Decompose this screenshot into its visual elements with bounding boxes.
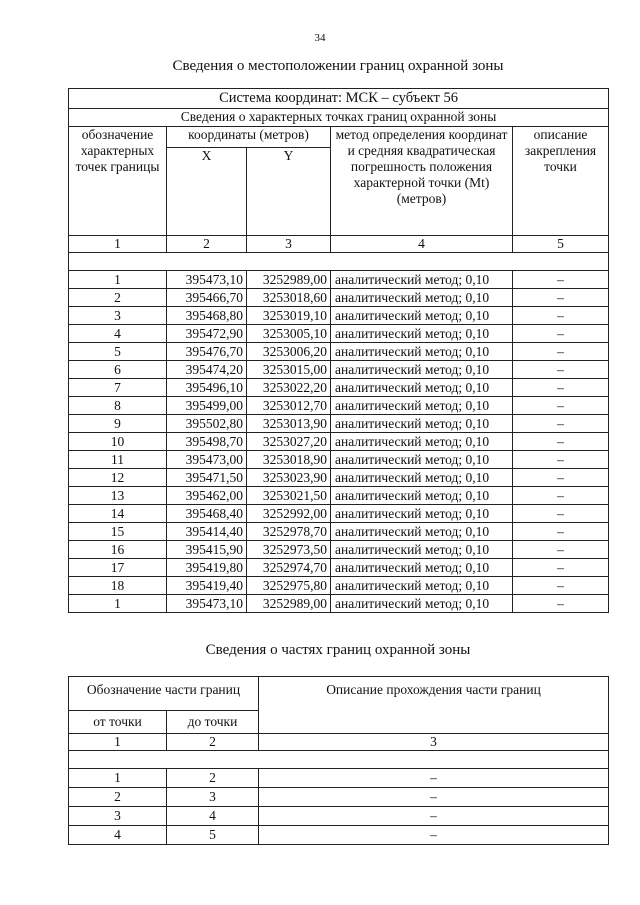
coord-x: 395476,70	[167, 343, 247, 361]
from-point: 4	[69, 826, 167, 845]
coord-x: 395474,20	[167, 361, 247, 379]
coord-y: 3252973,50	[247, 541, 331, 559]
fixing-description: –	[513, 343, 609, 361]
fixing-description: –	[513, 451, 609, 469]
coord-x: 395473,10	[167, 595, 247, 613]
section-title-parts: Сведения о частях границ охранной зоны	[205, 642, 471, 658]
fixing-description: –	[513, 379, 609, 397]
header-part-description: Описание прохождения части границ	[259, 677, 609, 734]
from-point: 2	[69, 788, 167, 807]
table-row	[69, 788, 609, 807]
coord-y: 3252992,00	[247, 505, 331, 523]
table-row	[69, 343, 609, 361]
coord-x: 395472,90	[167, 325, 247, 343]
coord-x: 395414,40	[167, 523, 247, 541]
table-row	[69, 271, 609, 289]
table-row	[69, 361, 609, 379]
fixing-description: –	[513, 361, 609, 379]
coord-y: 3253018,60	[247, 289, 331, 307]
coord-y: 3252989,00	[247, 271, 331, 289]
fixing-description: –	[513, 271, 609, 289]
column-number: 4	[331, 236, 513, 253]
table-row	[69, 559, 609, 577]
header-description: описание закрепления точки	[513, 127, 609, 236]
point-number: 12	[69, 469, 167, 487]
coord-x: 395466,70	[167, 289, 247, 307]
from-point: 1	[69, 769, 167, 788]
coord-y: 3253018,90	[247, 451, 331, 469]
coord-x: 395496,10	[167, 379, 247, 397]
coord-y: 3253013,90	[247, 415, 331, 433]
table-row	[69, 505, 609, 523]
fixing-description: –	[513, 595, 609, 613]
part-description: –	[259, 826, 609, 845]
coord-y: 3253021,50	[247, 487, 331, 505]
section-title-location: Сведения о местоположении границ охранной зоны	[172, 58, 504, 74]
coord-y: 3253012,70	[247, 397, 331, 415]
fixing-description: –	[513, 397, 609, 415]
to-point: 5	[167, 826, 259, 845]
coord-x: 395471,50	[167, 469, 247, 487]
method: аналитический метод; 0,10	[331, 505, 513, 523]
method: аналитический метод; 0,10	[331, 541, 513, 559]
point-number: 9	[69, 415, 167, 433]
table-row	[69, 325, 609, 343]
point-number: 1	[69, 595, 167, 613]
point-number: 13	[69, 487, 167, 505]
coord-y: 3253005,10	[247, 325, 331, 343]
to-point: 4	[167, 807, 259, 826]
boundary-points-table	[68, 88, 609, 613]
header-point: обозначение характерных точек границы	[69, 127, 167, 236]
method: аналитический метод; 0,10	[331, 289, 513, 307]
coordinate-system: Система координат: МСК – субъект 56	[69, 89, 609, 109]
fixing-description: –	[513, 559, 609, 577]
table-row	[69, 487, 609, 505]
method: аналитический метод; 0,10	[331, 379, 513, 397]
page-number: 34	[314, 32, 326, 44]
part-description: –	[259, 788, 609, 807]
method: аналитический метод; 0,10	[331, 415, 513, 433]
table-row	[69, 307, 609, 325]
fixing-description: –	[513, 505, 609, 523]
boundary-parts-table	[68, 676, 609, 845]
method: аналитический метод; 0,10	[331, 307, 513, 325]
to-point: 2	[167, 769, 259, 788]
method: аналитический метод; 0,10	[331, 559, 513, 577]
point-number: 6	[69, 361, 167, 379]
table-row	[69, 577, 609, 595]
coord-y: 3253019,10	[247, 307, 331, 325]
fixing-description: –	[513, 487, 609, 505]
part-description: –	[259, 807, 609, 826]
point-number: 2	[69, 289, 167, 307]
coord-y: 3252978,70	[247, 523, 331, 541]
header-y: Y	[247, 148, 331, 236]
coord-x: 395468,80	[167, 307, 247, 325]
method: аналитический метод; 0,10	[331, 523, 513, 541]
fixing-description: –	[513, 523, 609, 541]
fixing-description: –	[513, 541, 609, 559]
method: аналитический метод; 0,10	[331, 361, 513, 379]
coord-y: 3253022,20	[247, 379, 331, 397]
column-number: 1	[69, 236, 167, 253]
point-number: 8	[69, 397, 167, 415]
method: аналитический метод; 0,10	[331, 595, 513, 613]
table-row	[69, 469, 609, 487]
table-row	[69, 433, 609, 451]
table-row	[69, 523, 609, 541]
coord-x: 395415,90	[167, 541, 247, 559]
point-number: 14	[69, 505, 167, 523]
table-row	[69, 807, 609, 826]
point-number: 18	[69, 577, 167, 595]
part-description: –	[259, 769, 609, 788]
coord-x: 395419,80	[167, 559, 247, 577]
table-row	[69, 451, 609, 469]
column-number: 2	[167, 734, 259, 751]
table-subtitle: Сведения о характерных точках границ охранной зоны	[69, 109, 609, 127]
point-number: 4	[69, 325, 167, 343]
fixing-description: –	[513, 433, 609, 451]
table-row	[69, 595, 609, 613]
empty-row	[69, 751, 609, 769]
coord-x: 395473,10	[167, 271, 247, 289]
fixing-description: –	[513, 307, 609, 325]
coord-y: 3252974,70	[247, 559, 331, 577]
coord-x: 395419,40	[167, 577, 247, 595]
column-number: 5	[513, 236, 609, 253]
method: аналитический метод; 0,10	[331, 451, 513, 469]
coord-y: 3252989,00	[247, 595, 331, 613]
point-number: 3	[69, 307, 167, 325]
header-x: X	[167, 148, 247, 236]
coord-y: 3253023,90	[247, 469, 331, 487]
point-number: 15	[69, 523, 167, 541]
point-number: 1	[69, 271, 167, 289]
point-number: 16	[69, 541, 167, 559]
table-row	[69, 379, 609, 397]
coord-y: 3253015,00	[247, 361, 331, 379]
from-point: 3	[69, 807, 167, 826]
method: аналитический метод; 0,10	[331, 469, 513, 487]
point-number: 5	[69, 343, 167, 361]
table-row	[69, 826, 609, 845]
method: аналитический метод; 0,10	[331, 433, 513, 451]
header-from: от точки	[69, 711, 167, 734]
method: аналитический метод; 0,10	[331, 487, 513, 505]
column-number: 3	[247, 236, 331, 253]
header-method: метод определения координат и средняя квадратическая погрешность положения характерной точки (Mt) (метров)	[331, 127, 513, 236]
point-number: 7	[69, 379, 167, 397]
point-number: 10	[69, 433, 167, 451]
method: аналитический метод; 0,10	[331, 397, 513, 415]
table-row	[69, 415, 609, 433]
table-row	[69, 769, 609, 788]
method: аналитический метод; 0,10	[331, 325, 513, 343]
header-to: до точки	[167, 711, 259, 734]
fixing-description: –	[513, 469, 609, 487]
fixing-description: –	[513, 289, 609, 307]
point-number: 11	[69, 451, 167, 469]
method: аналитический метод; 0,10	[331, 343, 513, 361]
coord-x: 395462,00	[167, 487, 247, 505]
table-row	[69, 289, 609, 307]
empty-row	[69, 253, 609, 271]
column-number: 2	[167, 236, 247, 253]
fixing-description: –	[513, 577, 609, 595]
table-row	[69, 397, 609, 415]
header-part: Обозначение части границ	[69, 677, 259, 711]
coord-x: 395502,80	[167, 415, 247, 433]
fixing-description: –	[513, 415, 609, 433]
header-coords: координаты (метров)	[167, 127, 331, 148]
coord-y: 3252975,80	[247, 577, 331, 595]
coord-y: 3253006,20	[247, 343, 331, 361]
column-number: 1	[69, 734, 167, 751]
coord-x: 395499,00	[167, 397, 247, 415]
method: аналитический метод; 0,10	[331, 271, 513, 289]
coord-y: 3253027,20	[247, 433, 331, 451]
coord-x: 395473,00	[167, 451, 247, 469]
column-number: 3	[259, 734, 609, 751]
method: аналитический метод; 0,10	[331, 577, 513, 595]
coord-x: 395468,40	[167, 505, 247, 523]
coord-x: 395498,70	[167, 433, 247, 451]
to-point: 3	[167, 788, 259, 807]
fixing-description: –	[513, 325, 609, 343]
table-row	[69, 541, 609, 559]
point-number: 17	[69, 559, 167, 577]
